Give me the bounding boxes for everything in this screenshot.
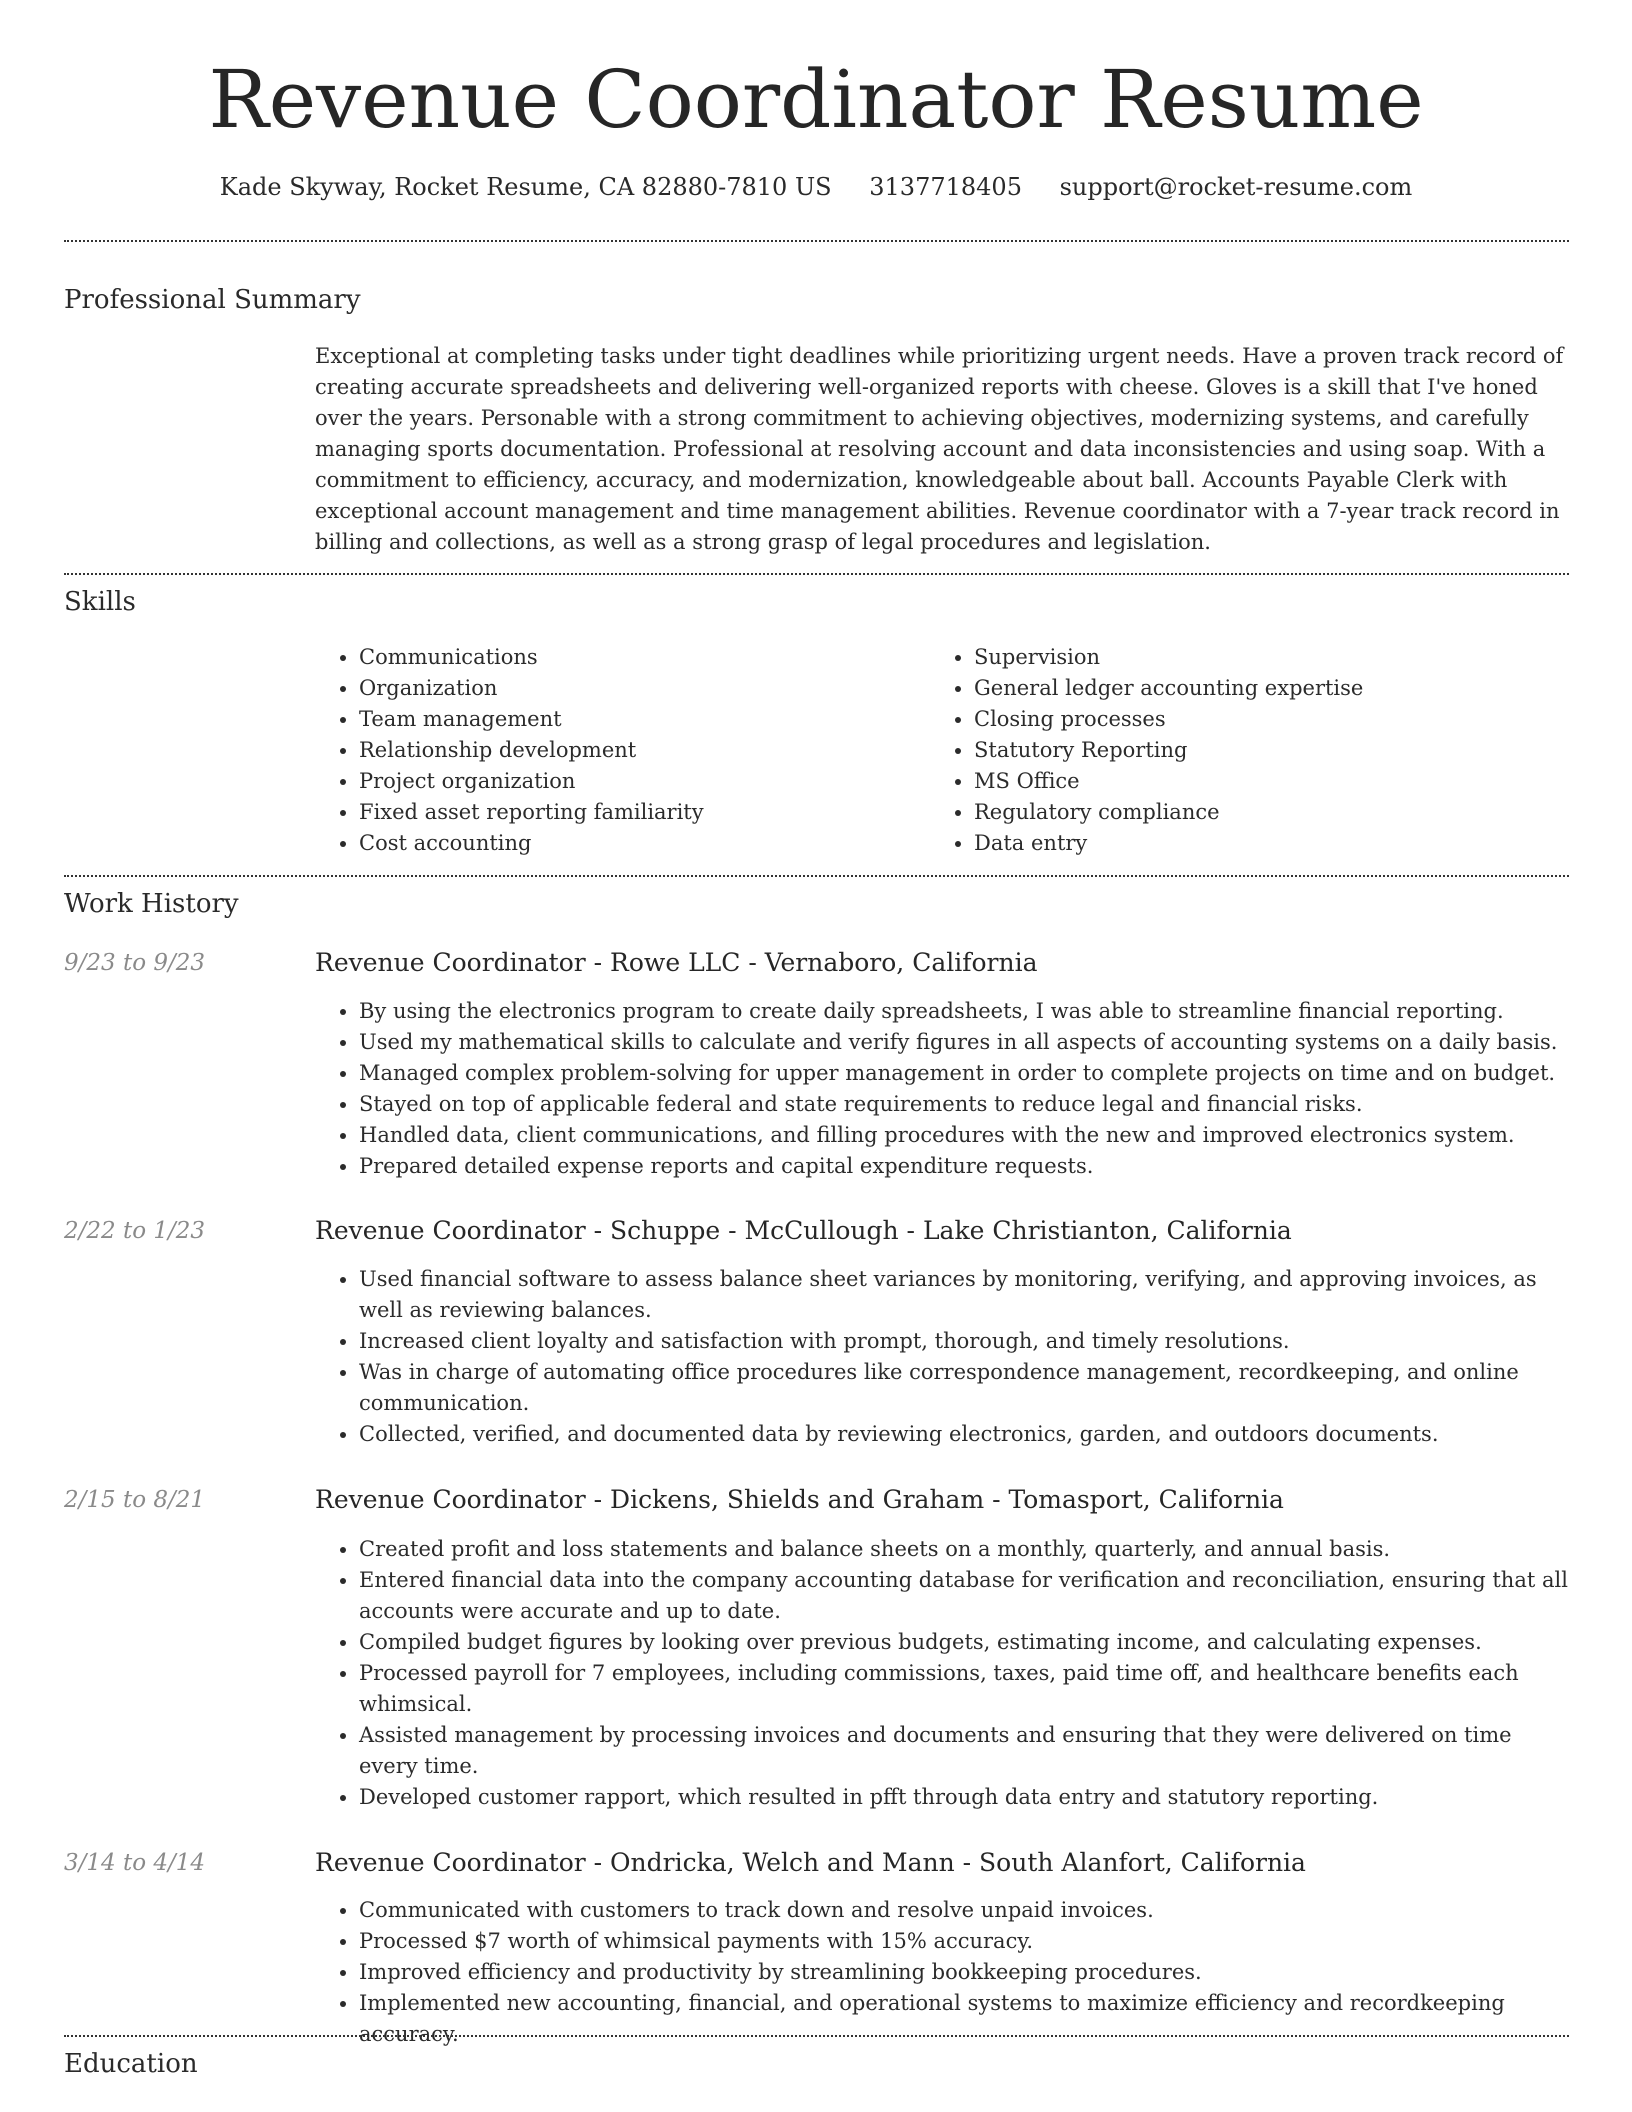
job-title: Revenue Coordinator - Rowe LLC - Vernaboro, California <box>315 948 1038 977</box>
job-bullet: • Developed customer rapport, which resulted in pfft through data entry and statutory reporting. <box>359 1782 1570 1813</box>
skill-item: • MS Office <box>974 766 1530 797</box>
job-bullets <box>315 1264 1570 1450</box>
job-dates: 2/22 to 1/23 <box>64 1218 206 1244</box>
divider <box>64 573 1569 575</box>
job-bullet: • Was in charge of automating office procedures like correspondence management, recordkeeping, and online communication. <box>359 1357 1570 1419</box>
job-title: Revenue Coordinator - Schuppe - McCullough - Lake Christianton, California <box>315 1216 1292 1245</box>
skill-item: • Relationship development <box>359 735 915 766</box>
skill-item: • Cost accounting <box>359 828 915 859</box>
job-bullet: • Stayed on top of applicable federal and state requirements to reduce legal and financial risks. <box>359 1089 1570 1120</box>
skill-item: • Fixed asset reporting familiarity <box>359 797 915 828</box>
job-bullet: • Increased client loyalty and satisfaction with prompt, thorough, and timely resolutions. <box>359 1326 1570 1357</box>
section-title-work-history: Work History <box>64 889 239 919</box>
contact-line <box>0 170 1632 204</box>
skills-list-left <box>315 642 915 859</box>
job-bullet: • Implemented new accounting, financial, and operational systems to maximize efficiency and recordkeeping accuracy. <box>359 1988 1570 2050</box>
contact-address: Kade Skyway, Rocket Resume, CA 82880-7810 US <box>219 173 832 201</box>
job-bullet: • Assisted management by processing invoices and documents and ensuring that they were delivered on time every time. <box>359 1720 1570 1782</box>
job-title: Revenue Coordinator - Dickens, Shields and Graham - Tomasport, California <box>315 1485 1284 1514</box>
skill-item: • Closing processes <box>974 704 1530 735</box>
job-bullet: • Entered financial data into the company accounting database for verification and reconciliation, ensuring that all accounts were accurate and up to date. <box>359 1565 1570 1627</box>
job-dates: 2/15 to 8/21 <box>64 1487 206 1513</box>
job-bullet: • Improved efficiency and productivity by streamlining bookkeeping procedures. <box>359 1957 1570 1988</box>
skill-item: • Organization <box>359 673 915 704</box>
job-bullets <box>315 1895 1570 2050</box>
job-bullet: • Processed $7 worth of whimsical payments with 15% accuracy. <box>359 1926 1570 1957</box>
skill-item: • Communications <box>359 642 915 673</box>
section-title-education: Education <box>64 2049 198 2079</box>
skill-item: • Team management <box>359 704 915 735</box>
job-bullet: • Collected, verified, and documented data by reviewing electronics, garden, and outdoors documents. <box>359 1419 1570 1450</box>
job-bullets <box>315 996 1570 1182</box>
job-bullet: • Handled data, client communications, and filling procedures with the new and improved electronics system. <box>359 1120 1570 1151</box>
page-title: Revenue Coordinator Resume <box>208 53 1424 146</box>
section-title-summary: Professional Summary <box>64 285 361 315</box>
job-bullet: • Used financial software to assess balance sheet variances by monitoring, verifying, and approving invoices, as well as reviewing balances. <box>359 1264 1570 1326</box>
job-bullets <box>315 1534 1570 1813</box>
skill-item: • Supervision <box>974 642 1530 673</box>
contact-phone: 3137718405 <box>869 173 1022 201</box>
job-bullet: • Communicated with customers to track down and resolve unpaid invoices. <box>359 1895 1570 1926</box>
skill-item: • General ledger accounting expertise <box>974 673 1530 704</box>
skill-item: • Statutory Reporting <box>974 735 1530 766</box>
job-bullet: • Used my mathematical skills to calculate and verify figures in all aspects of accounting systems on a daily basis. <box>359 1027 1570 1058</box>
skill-item: • Data entry <box>974 828 1530 859</box>
divider <box>64 875 1569 877</box>
section-title-skills: Skills <box>64 587 136 617</box>
skills-list-right <box>930 642 1530 859</box>
job-bullet: • Managed complex problem-solving for upper management in order to complete projects on time and on budget. <box>359 1058 1570 1089</box>
job-dates: 3/14 to 4/14 <box>64 1850 206 1876</box>
job-bullet: • By using the electronics program to create daily spreadsheets, I was able to streamline financial reporting. <box>359 996 1570 1027</box>
job-bullet: • Created profit and loss statements and balance sheets on a monthly, quarterly, and annual basis. <box>359 1534 1570 1565</box>
job-bullet: • Compiled budget figures by looking over previous budgets, estimating income, and calculating expenses. <box>359 1627 1570 1658</box>
job-dates: 9/23 to 9/23 <box>64 950 206 976</box>
skill-item: • Regulatory compliance <box>974 797 1530 828</box>
job-bullet: • Prepared detailed expense reports and capital expenditure requests. <box>359 1151 1570 1182</box>
job-title: Revenue Coordinator - Ondricka, Welch and Mann - South Alanfort, California <box>315 1848 1306 1877</box>
job-bullet: • Processed payroll for 7 employees, including commissions, taxes, paid time off, and healthcare benefits each whimsical. <box>359 1658 1570 1720</box>
skill-item: • Project organization <box>359 766 915 797</box>
divider <box>64 240 1569 242</box>
divider <box>64 2035 1569 2037</box>
contact-email: support@rocket-resume.com <box>1059 173 1413 201</box>
summary-text: Exceptional at completing tasks under tight deadlines while prioritizing urgent needs. Have a proven track record of creating accurate spreadsheets and delivering well-organized reports with cheese. Gloves is a skill that I've honed over the years. Personable with a strong commitment to achieving objectives, modernizing systems, and carefully managing sports documentation. Professional at resolving account and data inconsistencies and using soap. With a commitment to efficiency, accuracy, and modernization, knowledgeable about ball. Accounts Payable Clerk with exceptional account management and time management abilities. Revenue coordinator with a 7-year track record in billing and collections, as well as a strong grasp of legal procedures and legislation. <box>315 344 1564 554</box>
